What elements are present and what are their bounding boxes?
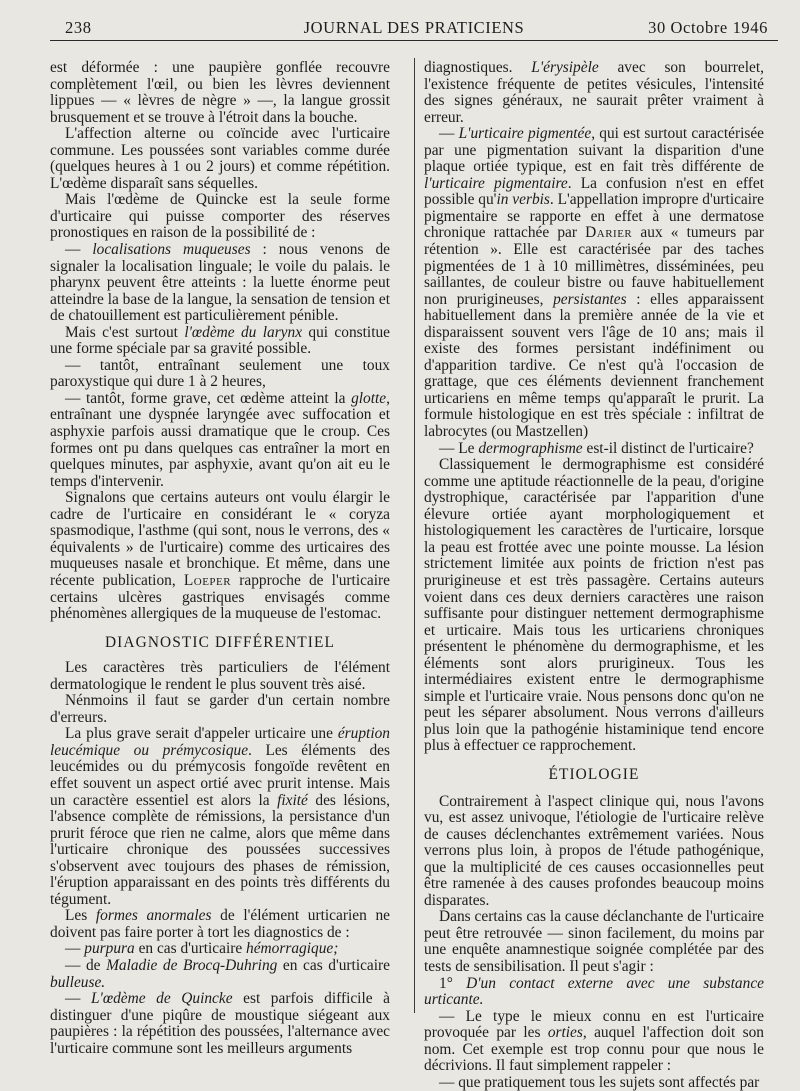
text-run: , auquel l'affection doit son nom. Cet exemple est trop connu pour que nous le décrivions. Il faut simplement rappeler : (424, 1024, 764, 1075)
text-run: Signalons que certains auteurs ont voulu élargir le cadre de l'urticaire en considérant le « coryza spasmodique, l'asthme (qui sont, nous le verrons, des « équivalents » de l'urticaire) comme des urticaires des muqueuses nasale et bronchique. Et même, dans une récente publication, (50, 489, 390, 589)
column-divider (414, 58, 415, 1013)
text-run: — tantôt, forme grave, cet œdème atteint la (65, 389, 352, 407)
text-run: , qui est surtout caractérisée par une pigmentation suivant la disparition d'une plaque ortiée typique, est en fait très différente de (424, 125, 764, 176)
text-run: — (65, 241, 93, 259)
text-run: est parfois difficile à distinguer d'une piqûre de moustique siégeant aux paupières : la répétition des poussées, l'alternance avec l'urticaire commune sont les meilleurs arguments (50, 990, 390, 1057)
paragraph (50, 242, 390, 325)
author-name: Darier (585, 224, 633, 242)
text-run: . L'appellation impropre d'urticaire pigmentaire se rapporte en effet à une dermatose chronique rattachée par (424, 191, 764, 242)
paragraph (50, 941, 390, 958)
issue-date: 30 Octobre 1946 (648, 18, 768, 37)
paragraph (50, 325, 390, 358)
paragraph (50, 991, 390, 1057)
paragraph (50, 908, 390, 941)
text-run: 1° (439, 974, 467, 992)
author-name: Loeper (183, 571, 232, 589)
emphasis: glotte (351, 389, 387, 407)
emphasis: L'œdème de Quincke (90, 990, 233, 1008)
paragraph (424, 441, 764, 458)
emphasis: L'urticaire pigmentée (458, 125, 592, 143)
paragraph (424, 1009, 764, 1075)
emphasis: bulleuse. (50, 973, 106, 991)
emphasis: formes anormales (95, 907, 212, 925)
emphasis: orties (547, 1024, 583, 1042)
text-run: rapproche de l'urticaire certains ulcères gastriques envisagés comme phénomènes allergiques de la muqueuse de l'estomac. (50, 571, 390, 623)
text-run: — (65, 990, 91, 1008)
page-header (50, 14, 778, 40)
text-run: , entraînant une dyspnée laryngée avec suffocation et asphyxie parfois aussi dramatique que le croup. Ces formes ont pu dans quelques cas entraîner la mort en quelques minutes, par asphyxie, avant qu'on ait eu le temps d'intervenir. (50, 389, 390, 490)
paragraph: Nénmoins il faut se garder d'un certain nombre d'erreurs. (50, 692, 390, 726)
paragraph: Classiquement le dermographisme est considéré comme une aptitude réactionnelle de la peau, d'origine dystrophique, caractérisée par l'apparition d'une élevure ortiée ayant morphologiquement et histologiquement les caractères de l'urticaire, lorsque la peau est frottée avec une pointe mousse. La lésion strictement limitée aux points de friction n'est pas prurigineuse et est très passagère. Certains auteurs voient dans ces deux derniers caractères une raison suffisante pour distinguer nettement dermographisme et urticaire. Mais tous les urticariens chroniques présentent le phénomène du dermographisme, et les éléments sont alors prurigineux. Tous les intermédiaires existent entre le dermographisme simple et l'urticaire vraie. Nous pensons donc qu'on ne peut les séparer absolument. Nous verrons d'ailleurs plus loin que la pathogénie histaminique tend encore plus à effectuer ce rapprochement. (424, 456, 764, 755)
text-run: Les (65, 907, 96, 925)
emphasis: l'œdème du larynx (184, 323, 303, 341)
text-run: : elles apparaissent habituellement dans la première année de la vie et disparaissent souvent vers l'âge de 10 ans; mais il existe des formes persistant indéfiniment ou d'apparition tardive. Ce n'est qu'à l'occasion de grattage, que ces éléments deviennent franchement urticariens en même temps qu'apparaît le prurit. La formule histologique en est très spéciale : infiltrat de labrocytes (ou Mastzellen) (424, 290, 764, 441)
emphasis: l'urticaire pigmentaire (424, 174, 568, 192)
paragraph (424, 60, 764, 126)
text-run: — (439, 125, 459, 143)
text-run: en cas d'urticaire (134, 940, 247, 958)
paragraph: Contrairement à l'aspect clinique qui, nous l'avons vu, est assez univoque, l'étiologie de l'urticaire relève de causes déclenchantes extrêmement variées. Nous verrons plus loin, à propos de l'étude pathogénique, que la multiplicité de ces causes occasionnelles peut être ramenée à des causes profondes beaucoup moins disparates. (424, 792, 764, 909)
emphasis: hémorragique; (246, 940, 339, 958)
text-run: Mais c'est surtout (65, 323, 185, 341)
text-run: . La confusion n'est en effet possible qu' (424, 174, 764, 209)
emphasis: persistantes (553, 290, 627, 308)
page-number: 238 (65, 18, 92, 37)
text-run: de l'élément urticarien ne doivent pas faire porter à tort les diagnostics de : (50, 907, 390, 941)
paragraph (50, 958, 390, 991)
emphasis: localisations muqueuses (92, 241, 251, 259)
text-run: — Le type le mieux connu en est l'urticaire provoquée par les (424, 1007, 764, 1042)
left-column (50, 60, 390, 1057)
journal-title: JOURNAL DES PRATICIENS (303, 18, 525, 37)
paragraph: est déformée : une paupière gonflée recouvre complètement l'œil, ou bien les lèvres deviennent lippues — « lèvres de nègre » —, la langue grossit brusquement et se trouve à l'étroit dans la bouche. (50, 59, 390, 126)
text-run: est-il distinct de l'urticaire? (582, 439, 754, 457)
paragraph: — que pratiquement tous les sujets sont affectés par (439, 1073, 760, 1091)
paragraph (424, 976, 764, 1009)
paragraph (50, 490, 390, 622)
text-run: des lésions, l'absence complète de rémissions, la persistance d'un prurit féroce que rien ne calme, alors que même dans l'urticaire chronique des poussées successives s'observent avec toujours des phases de rémission, l'éruption apparaissant en des points très différents du tégument. (50, 791, 391, 908)
emphasis: D'un contact externe avec une substance urticante. (424, 974, 764, 1009)
paragraph (424, 126, 764, 440)
header-rule (50, 40, 778, 41)
paragraph: Mais l'œdème de Quincke est la seule forme d'urticaire qui puisse comporter des réserves pronostiques en raison de la possibilité de : (50, 191, 390, 242)
paragraph: — tantôt, entraînant seulement une toux paroxystique qui dure 1 à 2 heures, (50, 356, 390, 391)
emphasis: in verbis (496, 191, 550, 209)
text-run: — Le (439, 439, 479, 457)
paragraph (50, 391, 390, 490)
emphasis: purpura (84, 940, 135, 958)
text-run: : nous venons de signaler la localisation linguale; le voile du palais. le pharynx peuvent être atteints : la luette énorme peut atteindre la base de la langue, la sensation de tension et de chatouillement est particulièrement pénible. (50, 241, 390, 325)
text-run: en cas d'urticaire (277, 956, 390, 974)
paragraph (50, 726, 390, 908)
text-run: . Les éléments des leucémides ou du prémycosis fongoïde revêtent en effet souvent un aspect ortié avec prurit intense. Mais un caractère essentiel est alors la (50, 741, 390, 809)
emphasis: Maladie de Brocq-Duhring (106, 956, 278, 974)
text-run: qui constitue une forme spéciale par sa gravité possible. (50, 323, 390, 358)
paragraph: Les caractères très particuliers de l'élément dermatologique le rendent le plus souvent très aisé. (50, 659, 390, 693)
emphasis: fixité (277, 791, 308, 809)
text-run: — de (65, 956, 107, 974)
text-run: La plus grave serait d'appeler urticaire une (65, 725, 338, 743)
paragraph: Dans certains cas la cause déclanchante de l'urticaire peut être retrouvée — sinon facilement, du moins par une enquête anamnestique soignée complétée par des tests de sensibilisation. Il peut s'agir : (424, 908, 764, 975)
text-run: diagnostiques. (424, 59, 532, 76)
emphasis: dermographisme (478, 439, 583, 457)
text-run: avec son bourrelet, l'existence fréquente de petites vésicules, l'intensité des signes généraux, ne saurait prêter vraiment à erreur. (424, 59, 764, 126)
emphasis: éruption leucémique ou prémycosique (50, 725, 390, 759)
section-heading-etiologie: ÉTIOLOGIE (548, 765, 640, 783)
text-run: — (65, 940, 85, 958)
paragraph: L'affection alterne ou coïncide avec l'urticaire commune. Les poussées sont variables comme durée (quelques heures à 1 ou 2 jours) et comme répétition. L'œdème disparaît sans séquelles. (50, 125, 390, 192)
emphasis: L'érysipèle (531, 59, 599, 76)
text-run: aux « tumeurs par rétention ». Elle est caractérisée par des taches pigmentées de 1 à 10 millimètres, disséminées, peu saillantes, de couleur bistre ou fauve habituellement non prurigineuses, (424, 224, 765, 308)
section-heading-diagnostic: DIAGNOSTIC DIFFÉRENTIEL (104, 633, 336, 651)
right-column (424, 60, 764, 1091)
